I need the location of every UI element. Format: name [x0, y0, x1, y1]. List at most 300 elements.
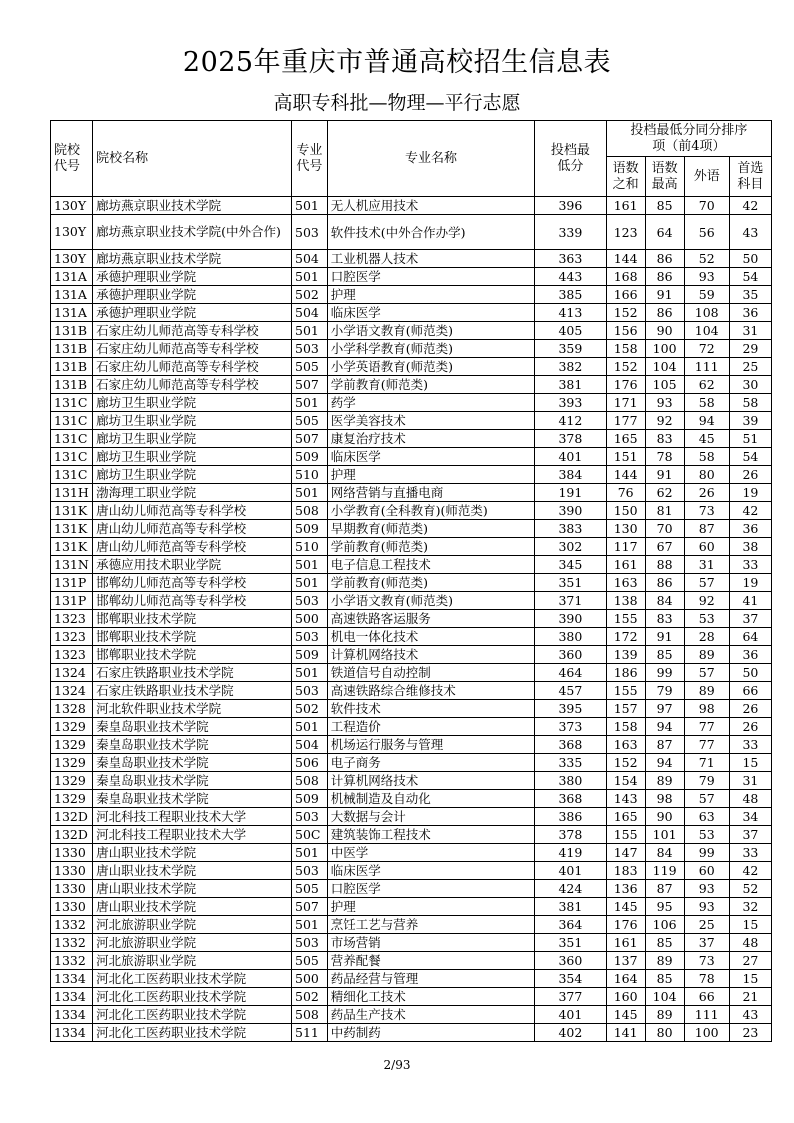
cell-major-name: 小学科学教育(师范类)	[327, 340, 534, 358]
cell-tiebreak-2: 94	[645, 718, 684, 736]
cell-tiebreak-1: 176	[606, 916, 645, 934]
cell-tiebreak-2: 85	[645, 970, 684, 988]
cell-school-code: 1323	[51, 646, 93, 664]
page-subtitle: 高职专科批—物理—平行志愿	[273, 92, 521, 114]
cell-tiebreak-3: 100	[684, 1024, 729, 1042]
cell-school-name: 邯郸职业技术学院	[93, 646, 292, 664]
cell-school-code: 1334	[51, 988, 93, 1006]
table-row	[51, 466, 772, 484]
table-row	[51, 988, 772, 1006]
cell-school-code: 131A	[51, 304, 93, 322]
cell-tiebreak-4: 64	[729, 628, 771, 646]
cell-major-name: 医学美容技术	[327, 412, 534, 430]
cell-major-code: 502	[292, 988, 328, 1006]
cell-tiebreak-1: 144	[606, 466, 645, 484]
cell-school-code: 132D	[51, 808, 93, 826]
cell-tiebreak-2: 64	[645, 215, 684, 250]
cell-school-code: 131B	[51, 322, 93, 340]
cell-tiebreak-2: 93	[645, 394, 684, 412]
cell-tiebreak-4: 42	[729, 502, 771, 520]
cell-tiebreak-3: 59	[684, 286, 729, 304]
cell-tiebreak-3: 45	[684, 430, 729, 448]
cell-min-score: 390	[535, 610, 607, 628]
cell-school-code: 131K	[51, 502, 93, 520]
header-major-name: 专业名称	[327, 121, 534, 197]
cell-major-name: 临床医学	[327, 448, 534, 466]
cell-tiebreak-4: 51	[729, 430, 771, 448]
table-row	[51, 898, 772, 916]
header-tiebreak-1: 语数之和	[606, 157, 645, 197]
cell-tiebreak-4: 66	[729, 682, 771, 700]
cell-tiebreak-1: 144	[606, 250, 645, 268]
cell-min-score: 368	[535, 736, 607, 754]
table-row	[51, 304, 772, 322]
table-row	[51, 880, 772, 898]
cell-school-name: 河北科技工程职业技术大学	[93, 826, 292, 844]
cell-tiebreak-3: 80	[684, 466, 729, 484]
cell-tiebreak-4: 35	[729, 286, 771, 304]
cell-school-code: 131C	[51, 448, 93, 466]
cell-tiebreak-1: 139	[606, 646, 645, 664]
cell-tiebreak-4: 52	[729, 880, 771, 898]
cell-major-name: 康复治疗技术	[327, 430, 534, 448]
table-row	[51, 934, 772, 952]
header-school-name: 院校名称	[93, 121, 292, 197]
cell-min-score: 443	[535, 268, 607, 286]
cell-tiebreak-3: 70	[684, 197, 729, 215]
cell-school-code: 131C	[51, 430, 93, 448]
cell-school-name: 廊坊卫生职业学院	[93, 430, 292, 448]
table-row	[51, 358, 772, 376]
table-row	[51, 286, 772, 304]
cell-school-name: 承德应用技术职业学院	[93, 556, 292, 574]
cell-major-code: 503	[292, 628, 328, 646]
cell-tiebreak-4: 37	[729, 610, 771, 628]
cell-min-score: 378	[535, 826, 607, 844]
cell-school-name: 石家庄铁路职业技术学院	[93, 664, 292, 682]
cell-school-name: 邯郸幼儿师范高等专科学校	[93, 592, 292, 610]
cell-tiebreak-2: 85	[645, 934, 684, 952]
table-row	[51, 844, 772, 862]
cell-tiebreak-4: 29	[729, 340, 771, 358]
cell-school-code: 1324	[51, 664, 93, 682]
cell-min-score: 401	[535, 448, 607, 466]
cell-tiebreak-3: 73	[684, 952, 729, 970]
cell-school-code: 131H	[51, 484, 93, 502]
cell-school-name: 唐山职业技术学院	[93, 880, 292, 898]
cell-tiebreak-4: 25	[729, 358, 771, 376]
table-row	[51, 772, 772, 790]
cell-school-name: 秦皇岛职业技术学院	[93, 754, 292, 772]
cell-school-code: 1332	[51, 934, 93, 952]
cell-tiebreak-1: 123	[606, 215, 645, 250]
cell-tiebreak-2: 70	[645, 520, 684, 538]
cell-tiebreak-3: 71	[684, 754, 729, 772]
cell-tiebreak-1: 117	[606, 538, 645, 556]
table-row	[51, 664, 772, 682]
cell-tiebreak-3: 79	[684, 772, 729, 790]
cell-school-code: 131N	[51, 556, 93, 574]
cell-min-score: 377	[535, 988, 607, 1006]
cell-tiebreak-3: 99	[684, 844, 729, 862]
cell-tiebreak-1: 152	[606, 358, 645, 376]
cell-tiebreak-2: 87	[645, 736, 684, 754]
cell-tiebreak-2: 79	[645, 682, 684, 700]
cell-major-name: 工业机器人技术	[327, 250, 534, 268]
cell-major-code: 50C	[292, 826, 328, 844]
cell-tiebreak-1: 186	[606, 664, 645, 682]
cell-school-code: 131A	[51, 286, 93, 304]
cell-major-code: 505	[292, 952, 328, 970]
table-body	[51, 197, 772, 1042]
cell-tiebreak-4: 50	[729, 250, 771, 268]
cell-min-score: 360	[535, 646, 607, 664]
cell-tiebreak-3: 77	[684, 718, 729, 736]
cell-school-code: 131P	[51, 574, 93, 592]
cell-school-name: 石家庄幼儿师范高等专科学校	[93, 340, 292, 358]
cell-tiebreak-3: 57	[684, 574, 729, 592]
cell-tiebreak-2: 94	[645, 754, 684, 772]
cell-tiebreak-2: 85	[645, 197, 684, 215]
cell-tiebreak-1: 158	[606, 340, 645, 358]
cell-tiebreak-4: 31	[729, 772, 771, 790]
cell-tiebreak-2: 83	[645, 610, 684, 628]
cell-min-score: 380	[535, 772, 607, 790]
header-school-code: 院校代号	[51, 121, 93, 197]
cell-tiebreak-1: 161	[606, 197, 645, 215]
cell-tiebreak-3: 57	[684, 790, 729, 808]
cell-school-code: 1329	[51, 754, 93, 772]
cell-tiebreak-1: 152	[606, 754, 645, 772]
cell-tiebreak-1: 161	[606, 934, 645, 952]
table-row	[51, 322, 772, 340]
cell-major-code: 500	[292, 970, 328, 988]
cell-major-code: 509	[292, 790, 328, 808]
cell-major-name: 无人机应用技术	[327, 197, 534, 215]
cell-tiebreak-4: 43	[729, 1006, 771, 1024]
cell-tiebreak-1: 141	[606, 1024, 645, 1042]
table-row	[51, 592, 772, 610]
cell-school-name: 邯郸幼儿师范高等专科学校	[93, 574, 292, 592]
cell-min-score: 364	[535, 916, 607, 934]
cell-min-score: 424	[535, 880, 607, 898]
cell-major-code: 503	[292, 340, 328, 358]
cell-major-name: 小学语文教育(师范类)	[327, 592, 534, 610]
cell-school-name: 廊坊卫生职业学院	[93, 394, 292, 412]
cell-school-name: 河北软件职业技术学院	[93, 700, 292, 718]
cell-tiebreak-2: 87	[645, 880, 684, 898]
cell-tiebreak-1: 161	[606, 556, 645, 574]
cell-tiebreak-3: 111	[684, 1006, 729, 1024]
cell-min-score: 401	[535, 862, 607, 880]
cell-tiebreak-2: 90	[645, 808, 684, 826]
cell-school-name: 承德护理职业学院	[93, 304, 292, 322]
cell-school-code: 131B	[51, 358, 93, 376]
cell-major-name: 小学英语教育(师范类)	[327, 358, 534, 376]
table-row	[51, 502, 772, 520]
cell-min-score: 402	[535, 1024, 607, 1042]
cell-tiebreak-3: 78	[684, 970, 729, 988]
cell-min-score: 363	[535, 250, 607, 268]
cell-major-code: 502	[292, 286, 328, 304]
cell-tiebreak-2: 119	[645, 862, 684, 880]
table-row	[51, 556, 772, 574]
cell-tiebreak-1: 163	[606, 574, 645, 592]
cell-tiebreak-4: 36	[729, 646, 771, 664]
table-row	[51, 520, 772, 538]
page-number: 2/93	[383, 1058, 411, 1072]
cell-min-score: 335	[535, 754, 607, 772]
cell-school-name: 邯郸职业技术学院	[93, 628, 292, 646]
cell-major-code: 501	[292, 718, 328, 736]
cell-school-name: 秦皇岛职业技术学院	[93, 790, 292, 808]
cell-major-name: 学前教育(师范类)	[327, 376, 534, 394]
cell-tiebreak-1: 176	[606, 376, 645, 394]
cell-min-score: 191	[535, 484, 607, 502]
cell-tiebreak-4: 23	[729, 1024, 771, 1042]
cell-min-score: 302	[535, 538, 607, 556]
cell-min-score: 393	[535, 394, 607, 412]
cell-school-name: 承德护理职业学院	[93, 268, 292, 286]
cell-major-code: 501	[292, 322, 328, 340]
cell-min-score: 373	[535, 718, 607, 736]
table-row	[51, 700, 772, 718]
cell-school-name: 唐山幼儿师范高等专科学校	[93, 538, 292, 556]
admission-table	[50, 120, 772, 1042]
cell-school-code: 131A	[51, 268, 93, 286]
cell-tiebreak-1: 143	[606, 790, 645, 808]
cell-major-name: 护理	[327, 898, 534, 916]
cell-school-code: 1332	[51, 952, 93, 970]
cell-tiebreak-1: 147	[606, 844, 645, 862]
cell-school-name: 廊坊卫生职业学院	[93, 412, 292, 430]
cell-tiebreak-4: 42	[729, 862, 771, 880]
cell-tiebreak-3: 52	[684, 250, 729, 268]
cell-tiebreak-1: 177	[606, 412, 645, 430]
cell-min-score: 384	[535, 466, 607, 484]
cell-tiebreak-2: 89	[645, 952, 684, 970]
cell-major-name: 机电一体化技术	[327, 628, 534, 646]
cell-major-code: 504	[292, 304, 328, 322]
cell-tiebreak-3: 56	[684, 215, 729, 250]
cell-tiebreak-1: 164	[606, 970, 645, 988]
cell-min-score: 385	[535, 286, 607, 304]
table-row	[51, 394, 772, 412]
cell-school-code: 130Y	[51, 250, 93, 268]
table-row	[51, 197, 772, 215]
cell-major-code: 507	[292, 376, 328, 394]
cell-major-name: 口腔医学	[327, 880, 534, 898]
cell-major-code: 505	[292, 358, 328, 376]
table-row	[51, 250, 772, 268]
cell-major-code: 503	[292, 808, 328, 826]
cell-school-name: 廊坊卫生职业学院	[93, 466, 292, 484]
table-row	[51, 448, 772, 466]
cell-major-code: 505	[292, 412, 328, 430]
cell-school-name: 河北化工医药职业技术学院	[93, 988, 292, 1006]
cell-tiebreak-1: 157	[606, 700, 645, 718]
cell-school-code: 130Y	[51, 215, 93, 250]
cell-school-name: 唐山职业技术学院	[93, 844, 292, 862]
table-row	[51, 718, 772, 736]
table-row	[51, 574, 772, 592]
cell-school-code: 1330	[51, 862, 93, 880]
cell-school-name: 廊坊燕京职业技术学院	[93, 197, 292, 215]
cell-major-name: 早期教育(师范类)	[327, 520, 534, 538]
cell-tiebreak-3: 87	[684, 520, 729, 538]
cell-tiebreak-1: 155	[606, 682, 645, 700]
cell-min-score: 371	[535, 592, 607, 610]
cell-major-code: 501	[292, 268, 328, 286]
cell-major-name: 临床医学	[327, 862, 534, 880]
header-tiebreak-4: 首选科目	[729, 157, 771, 197]
cell-tiebreak-4: 36	[729, 520, 771, 538]
cell-tiebreak-3: 26	[684, 484, 729, 502]
cell-tiebreak-4: 34	[729, 808, 771, 826]
cell-major-code: 510	[292, 466, 328, 484]
cell-major-name: 软件技术	[327, 700, 534, 718]
cell-tiebreak-3: 58	[684, 394, 729, 412]
cell-major-name: 网络营销与直播电商	[327, 484, 534, 502]
cell-major-name: 工程造价	[327, 718, 534, 736]
cell-major-name: 软件技术(中外合作办学)	[327, 215, 534, 250]
cell-major-name: 护理	[327, 466, 534, 484]
cell-tiebreak-3: 94	[684, 412, 729, 430]
cell-tiebreak-3: 89	[684, 646, 729, 664]
table-row	[51, 1006, 772, 1024]
header-tiebreak: 投档最低分同分排序项（前4项）	[606, 121, 771, 157]
cell-min-score: 345	[535, 556, 607, 574]
cell-school-code: 132D	[51, 826, 93, 844]
cell-school-name: 廊坊燕京职业技术学院(中外合作)	[93, 215, 292, 250]
cell-min-score: 351	[535, 574, 607, 592]
cell-tiebreak-4: 19	[729, 484, 771, 502]
cell-tiebreak-4: 19	[729, 574, 771, 592]
cell-major-code: 504	[292, 736, 328, 754]
cell-tiebreak-3: 73	[684, 502, 729, 520]
cell-tiebreak-4: 48	[729, 790, 771, 808]
cell-school-name: 河北化工医药职业技术学院	[93, 970, 292, 988]
cell-tiebreak-2: 88	[645, 556, 684, 574]
cell-major-code: 509	[292, 646, 328, 664]
cell-major-name: 精细化工技术	[327, 988, 534, 1006]
cell-tiebreak-1: 155	[606, 610, 645, 628]
cell-tiebreak-3: 60	[684, 862, 729, 880]
cell-tiebreak-2: 78	[645, 448, 684, 466]
cell-tiebreak-2: 62	[645, 484, 684, 502]
cell-school-code: 1330	[51, 844, 93, 862]
cell-min-score: 464	[535, 664, 607, 682]
cell-tiebreak-3: 93	[684, 268, 729, 286]
cell-tiebreak-1: 160	[606, 988, 645, 1006]
cell-school-name: 秦皇岛职业技术学院	[93, 772, 292, 790]
cell-min-score: 360	[535, 952, 607, 970]
cell-school-name: 河北旅游职业学院	[93, 916, 292, 934]
cell-major-code: 501	[292, 197, 328, 215]
table-row	[51, 412, 772, 430]
cell-major-name: 烹饪工艺与营养	[327, 916, 534, 934]
cell-major-code: 503	[292, 592, 328, 610]
page-title: 2025年重庆市普通高校招生信息表	[182, 47, 612, 78]
cell-school-code: 1324	[51, 682, 93, 700]
cell-major-name: 小学语文教育(师范类)	[327, 322, 534, 340]
cell-major-code: 510	[292, 538, 328, 556]
cell-school-code: 1329	[51, 718, 93, 736]
cell-major-name: 高速铁路综合维修技术	[327, 682, 534, 700]
cell-tiebreak-4: 33	[729, 844, 771, 862]
cell-school-code: 1323	[51, 628, 93, 646]
header-major-code: 专业代号	[292, 121, 328, 197]
cell-min-score: 381	[535, 376, 607, 394]
table-row	[51, 430, 772, 448]
cell-major-code: 505	[292, 880, 328, 898]
cell-tiebreak-4: 32	[729, 898, 771, 916]
cell-tiebreak-4: 38	[729, 538, 771, 556]
cell-school-code: 131B	[51, 376, 93, 394]
cell-major-code: 503	[292, 682, 328, 700]
cell-min-score: 401	[535, 1006, 607, 1024]
cell-tiebreak-4: 37	[729, 826, 771, 844]
cell-tiebreak-1: 166	[606, 286, 645, 304]
cell-tiebreak-2: 67	[645, 538, 684, 556]
cell-tiebreak-1: 183	[606, 862, 645, 880]
cell-major-code: 502	[292, 700, 328, 718]
cell-major-name: 高速铁路客运服务	[327, 610, 534, 628]
header-tiebreak-2: 语数最高	[645, 157, 684, 197]
cell-tiebreak-2: 101	[645, 826, 684, 844]
cell-tiebreak-2: 84	[645, 592, 684, 610]
cell-tiebreak-2: 95	[645, 898, 684, 916]
cell-tiebreak-1: 151	[606, 448, 645, 466]
cell-school-code: 131K	[51, 520, 93, 538]
cell-min-score: 457	[535, 682, 607, 700]
table-row	[51, 215, 772, 250]
cell-tiebreak-3: 92	[684, 592, 729, 610]
cell-major-name: 电子信息工程技术	[327, 556, 534, 574]
cell-tiebreak-4: 26	[729, 700, 771, 718]
cell-school-code: 131B	[51, 340, 93, 358]
cell-major-code: 509	[292, 448, 328, 466]
cell-tiebreak-1: 158	[606, 718, 645, 736]
cell-tiebreak-3: 63	[684, 808, 729, 826]
cell-major-name: 药品经营与管理	[327, 970, 534, 988]
table-row	[51, 862, 772, 880]
table-row	[51, 970, 772, 988]
cell-school-name: 唐山幼儿师范高等专科学校	[93, 520, 292, 538]
cell-tiebreak-3: 93	[684, 880, 729, 898]
cell-tiebreak-2: 99	[645, 664, 684, 682]
cell-min-score: 413	[535, 304, 607, 322]
cell-tiebreak-1: 171	[606, 394, 645, 412]
table-row	[51, 826, 772, 844]
cell-tiebreak-1: 136	[606, 880, 645, 898]
cell-tiebreak-1: 137	[606, 952, 645, 970]
table-row	[51, 916, 772, 934]
table-row	[51, 610, 772, 628]
cell-min-score: 405	[535, 322, 607, 340]
cell-major-code: 507	[292, 898, 328, 916]
cell-tiebreak-1: 154	[606, 772, 645, 790]
cell-major-code: 501	[292, 916, 328, 934]
cell-tiebreak-1: 165	[606, 808, 645, 826]
cell-school-name: 河北科技工程职业技术大学	[93, 808, 292, 826]
cell-major-name: 中医学	[327, 844, 534, 862]
cell-tiebreak-4: 15	[729, 916, 771, 934]
cell-min-score: 368	[535, 790, 607, 808]
cell-major-name: 大数据与会计	[327, 808, 534, 826]
cell-tiebreak-1: 156	[606, 322, 645, 340]
cell-school-name: 河北化工医药职业技术学院	[93, 1006, 292, 1024]
